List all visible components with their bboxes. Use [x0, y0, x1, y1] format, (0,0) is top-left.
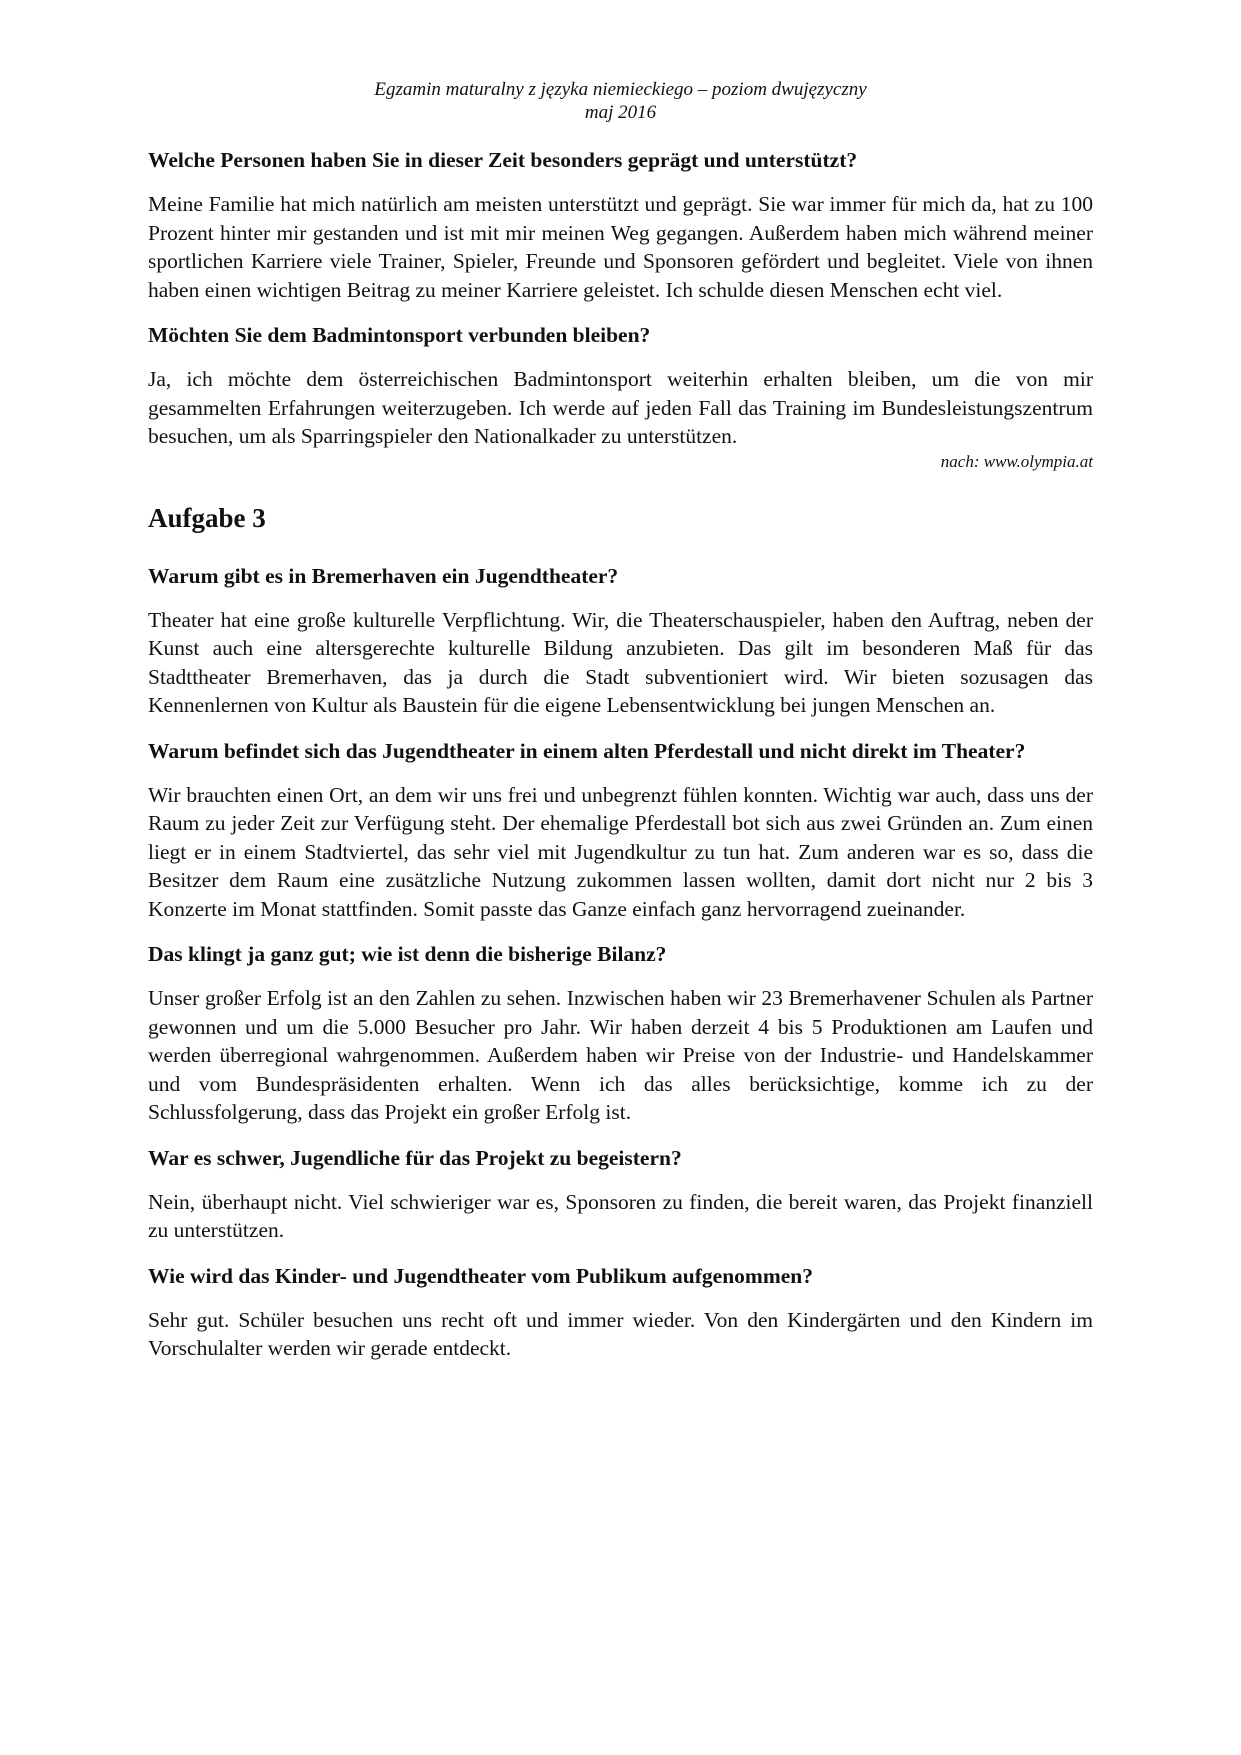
source-citation: nach: www.olympia.at [940, 451, 1093, 471]
interview-answer: Wir brauchten einen Ort, an dem wir uns frei und unbegrenzt fühlen konnten. Wichtig war auch, dass uns der Raum zu jeder Zeit zur Verfügung steht. Der ehemalige Pferdestall bot sich aus zwei Gründen an. Zum einen liegt er in einem Stadtviertel, das sehr viel mit Jugendkultur zu tun hat. Zum anderen war es so, dass die Besitzer dem Raum eine zusätzliche Nutzung zukommen lassen wollten, damit dort nicht nur 2 bis 3 Konzerte im Monat stattfinden. Somit passte das Ganze einfach ganz hervorragend zueinander. [148, 782, 1093, 921]
interview-question: Welche Personen haben Sie in dieser Zeit besonders geprägt und unterstützt? [148, 148, 858, 172]
interview-answer: Ja, ich möchte dem österreichischen Badmintonsport weiterhin erhalten bleiben, um die von mir gesammelten Erfahrungen weiterzugeben. Ich werde auf jeden Fall das Training im Bundesleistungszentrum besuchen, um als Sparringspieler den Nationalkader zu unterstützen. [148, 367, 1093, 448]
exam-title: Egzamin maturalny z języka niemieckiego – poziom dwujęzyczny [374, 79, 867, 100]
interview-question: Warum befindet sich das Jugendtheater in einem alten Pferdestall und nicht direkt im Theater? [148, 738, 1026, 763]
interview-answer: Nein, überhaupt nicht. Viel schwieriger war es, Sponsoren zu finden, die bereit waren, das Projekt finanziell zu unterstützen. [148, 1189, 1093, 1242]
interview-answer: Sehr gut. Schüler besuchen uns recht oft und immer wieder. Von den Kindergärten und den Kindern im Vorschulalter werden wir gerade entdeckt. [148, 1307, 1093, 1360]
interview-question: Möchten Sie dem Badmintonsport verbunden bleiben? [148, 323, 651, 347]
page-header [0, 78, 1241, 124]
interview-answer: Meine Familie hat mich natürlich am meisten unterstützt und geprägt. Sie war immer für mich da, hat zu 100 Prozent hinter mir gestanden und ist mit mir meinen Weg gegangen. Außerdem haben mich während meiner sportlichen Karriere viele Trainer, Spieler, Freunde und Sponsoren gefördert und begleitet. Viele von ihnen haben einen wichtigen Beitrag zu meiner Karriere geleistet. Ich schulde diesen Menschen echt viel. [148, 192, 1093, 302]
interview-question: Das klingt ja ganz gut; wie ist denn die bisherige Bilanz? [148, 942, 667, 966]
document-body [148, 146, 1093, 1380]
interview-question: Wie wird das Kinder- und Jugendtheater vom Publikum aufgenommen? [148, 1263, 813, 1288]
interview-question: War es schwer, Jugendliche für das Projekt zu begeistern? [148, 1145, 682, 1170]
interview-question: Warum gibt es in Bremerhaven ein Jugendtheater? [148, 563, 619, 588]
exam-date: maj 2016 [584, 102, 657, 123]
section-title: Aufgabe 3 [148, 502, 266, 533]
interview-answer: Theater hat eine große kulturelle Verpflichtung. Wir, die Theaterschauspieler, haben den Auftrag, neben der Kunst auch eine altersgerechte kulturelle Bildung anzubieten. Das gilt im besonderen Maß für das Stadttheater Bremerhaven, das ja durch die Stadt subventioniert wird. Wir bieten sozusagen das Kennenlernen von Kultur als Baustein für die eigene Lebensentwicklung bei jungen Menschen an. [148, 607, 1093, 717]
interview-answer: Unser großer Erfolg ist an den Zahlen zu sehen. Inzwischen haben wir 23 Bremerhavener Schulen als Partner gewonnen und um die 5.000 Besucher pro Jahr. Wir haben derzeit 4 bis 5 Produktionen am Laufen und werden überregional wahrgenommen. Außerdem haben wir Preise von der Industrie- und Handelskammer und vom Bundespräsidenten erhalten. Wenn ich das alles berücksichtige, komme ich zu der Schlussfolgerung, dass das Projekt ein großer Erfolg ist. [148, 986, 1093, 1124]
